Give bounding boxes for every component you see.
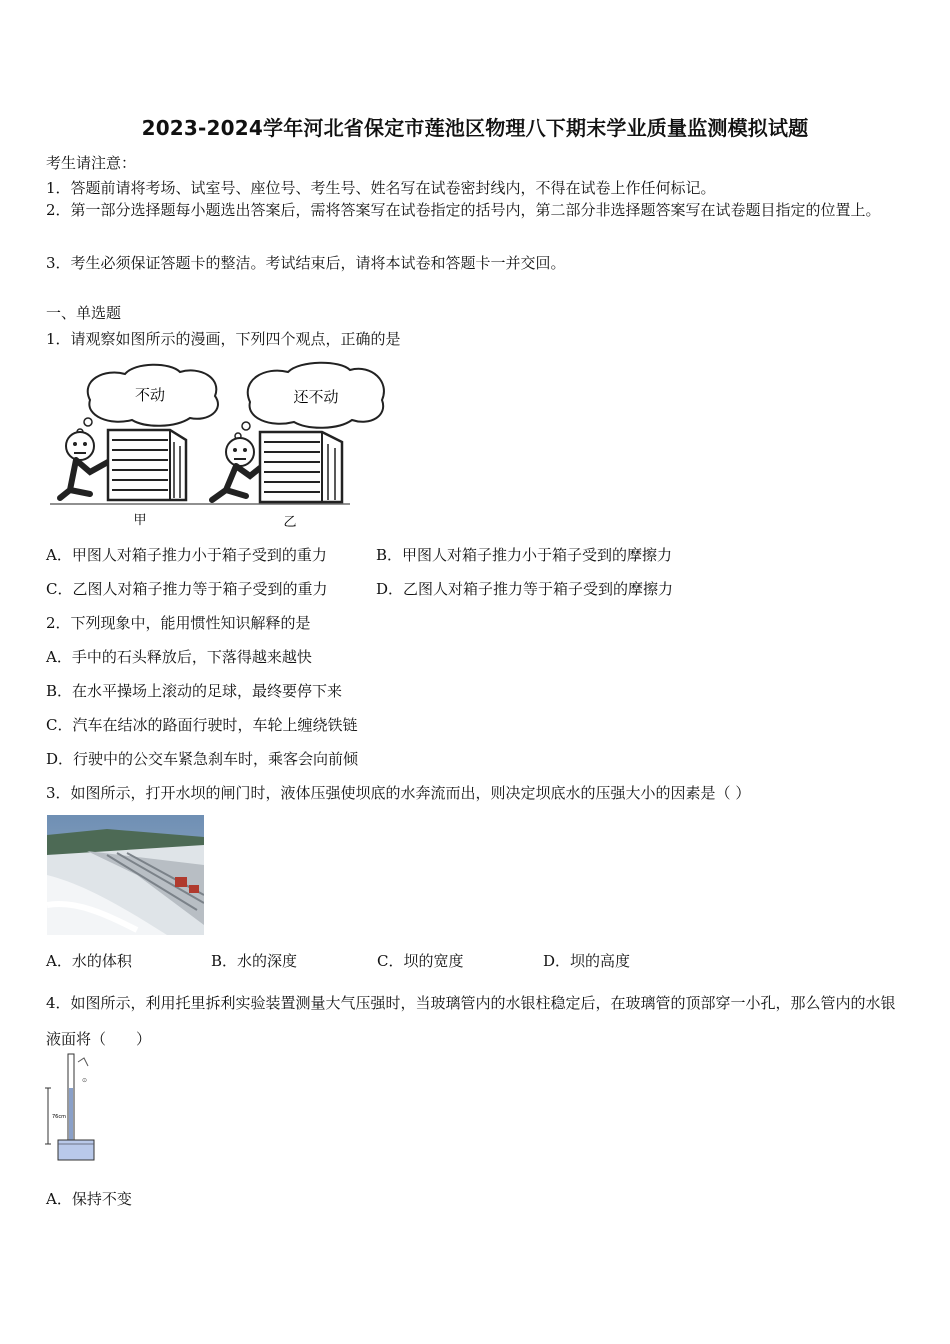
exam-title: 2023-2024学年河北省保定市莲池区物理八下期末学业质量监测模拟试题 [141, 116, 809, 140]
notice-heading: 考生请注意： [46, 154, 137, 172]
figure-label-left: 甲 [133, 513, 147, 528]
question-1-option-b: B．甲图人对箱子推力小于箱子受到的摩擦力 [376, 546, 673, 564]
notice-item-1: 1．答题前请将考场、试室号、座位号、考生号、姓名写在试卷密封线内，不得在试卷上作任何标记。 [46, 179, 716, 197]
bubble-right-text: 还不动 [293, 388, 339, 406]
tube-length-label: 76cm [52, 1114, 66, 1120]
section-heading: 一、单选题 [46, 304, 122, 322]
question-4-stem: 4．如图所示，利用托里拆利实验装置测量大气压强时，当玻璃管内的水银柱稳定后，在玻璃管的顶部穿一小孔，那么管内的水银液面将（ ） [46, 994, 896, 1048]
question-1-options-row-1 [46, 544, 672, 565]
question-2-option-d: D．行驶中的公交车紧急刹车时，乘客会向前倾 [46, 750, 359, 768]
bubble-left-text: 不动 [134, 386, 166, 404]
question-3-option-b: B．水的深度 [211, 952, 298, 970]
question-1-options-row-2 [46, 578, 673, 599]
question-4-option-a: A．保持不变 [46, 1190, 132, 1208]
question-1-option-c: C．乙图人对箱子推力等于箱子受到的重力 [46, 580, 328, 598]
figure-label-right: 乙 [283, 515, 297, 530]
svg-text:⊙: ⊙ [82, 1077, 88, 1084]
question-2-option-c: C．汽车在结冰的路面行驶时，车轮上缠绕铁链 [46, 716, 358, 734]
question-1-option-a: A．甲图人对箱子推力小于箱子受到的重力 [46, 546, 327, 564]
question-3-stem: 3．如图所示，打开水坝的闸门时，液体压强使坝底的水奔流而出，则决定坝底水的压强大小的因素是（ ） [46, 784, 751, 802]
question-4-torricelli-figure [44, 1052, 100, 1164]
question-1-cartoon-figure [50, 360, 390, 532]
question-1-stem: 1．请观察如图所示的漫画，下列四个观点，正确的是 [46, 330, 401, 348]
question-2-option-b: B．在水平操场上滚动的足球，最终要停下来 [46, 682, 343, 700]
question-3-option-a: A．水的体积 [46, 952, 132, 970]
question-3-option-d: D．坝的高度 [543, 952, 631, 970]
notice-item-3: 3．考生必须保证答题卡的整洁。考试结束后，请将本试卷和答题卡一并交回。 [46, 254, 566, 272]
question-2-option-a: A．手中的石头释放后，下落得越来越快 [46, 648, 312, 666]
question-1-option-d: D．乙图人对箱子推力等于箱子受到的摩擦力 [376, 580, 674, 598]
notice-item-2: 2．第一部分选择题每小题选出答案后，需将答案写在试卷指定的括号内，第二部分非选择题答案写在试卷题目指定的位置上。 [46, 201, 881, 219]
question-3-option-c: C．坝的宽度 [377, 952, 464, 970]
question-2-stem: 2．下列现象中，能用惯性知识解释的是 [46, 614, 311, 632]
question-3-dam-photo [47, 815, 204, 935]
question-3-options-row [46, 950, 630, 971]
